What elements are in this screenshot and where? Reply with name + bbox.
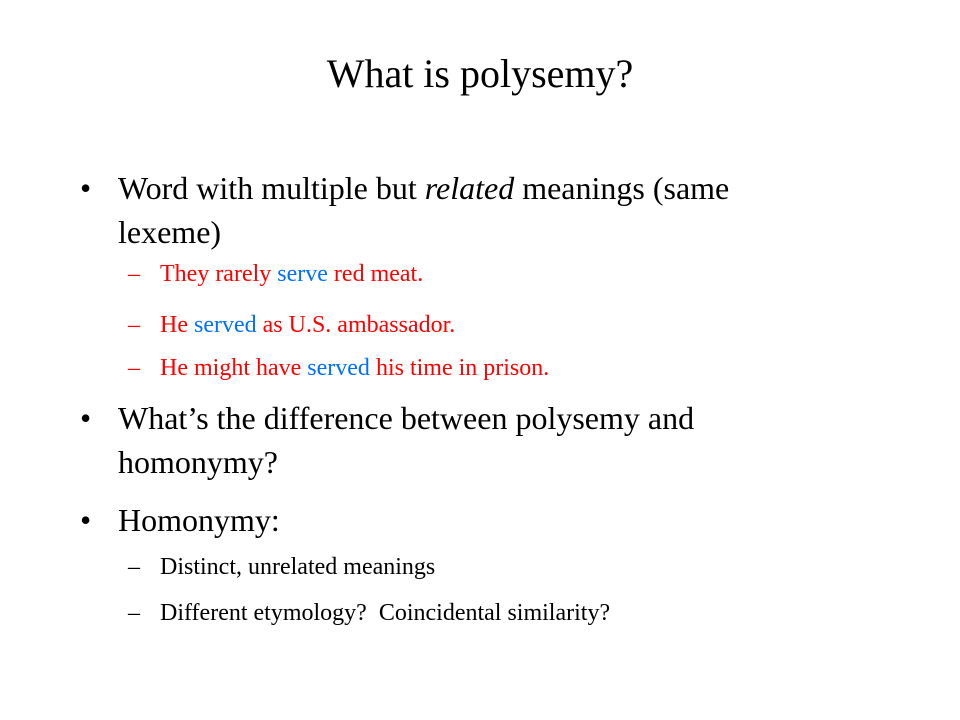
example-text: as U.S. ambassador. [256,312,456,338]
bullet-text-part: homonymy? [118,444,278,480]
highlight-word: served [307,355,370,381]
dash-marker: – [128,554,140,580]
bullet-marker: • [80,502,92,538]
dash-marker: – [128,355,140,381]
homonymy-point-text: Different etymology? Coincidental similarity? [160,600,611,626]
bullet-marker: • [80,400,92,436]
emphasis-related: related [424,170,515,206]
homonymy-point-text: Distinct, unrelated meanings [160,554,436,580]
bullet-text [118,396,900,484]
example-text: his time in prison. [369,355,550,381]
dash-marker: – [128,261,140,287]
example-text: red meat. [327,261,424,287]
homonymy-point [128,552,435,582]
bullet-text-part: meanings (same [514,170,730,206]
example-text: He [160,312,194,338]
bullet-text-part: lexeme) [118,214,222,250]
dash-marker: – [128,312,140,338]
highlight-word: served [193,312,257,338]
bullet-text [118,166,900,254]
bullet-polysemy-definition [80,166,900,254]
bullet-text-part: Word with multiple but [118,170,425,206]
bullet-text-part: What’s the difference between polysemy and [118,400,695,436]
slide-title: What is polysemy? [326,51,634,96]
bullet-homonymy [80,498,900,542]
highlight-word: serve [277,261,328,287]
example-item [128,259,423,289]
example-item [128,310,455,340]
example-text: They rarely [160,261,278,287]
homonymy-point [128,598,610,628]
bullet-difference-question [80,396,900,484]
dash-marker: – [128,600,140,626]
bullet-text: Homonymy: [118,502,280,538]
example-item [128,353,549,383]
example-text: He might have [160,355,308,381]
bullet-marker: • [80,170,92,206]
